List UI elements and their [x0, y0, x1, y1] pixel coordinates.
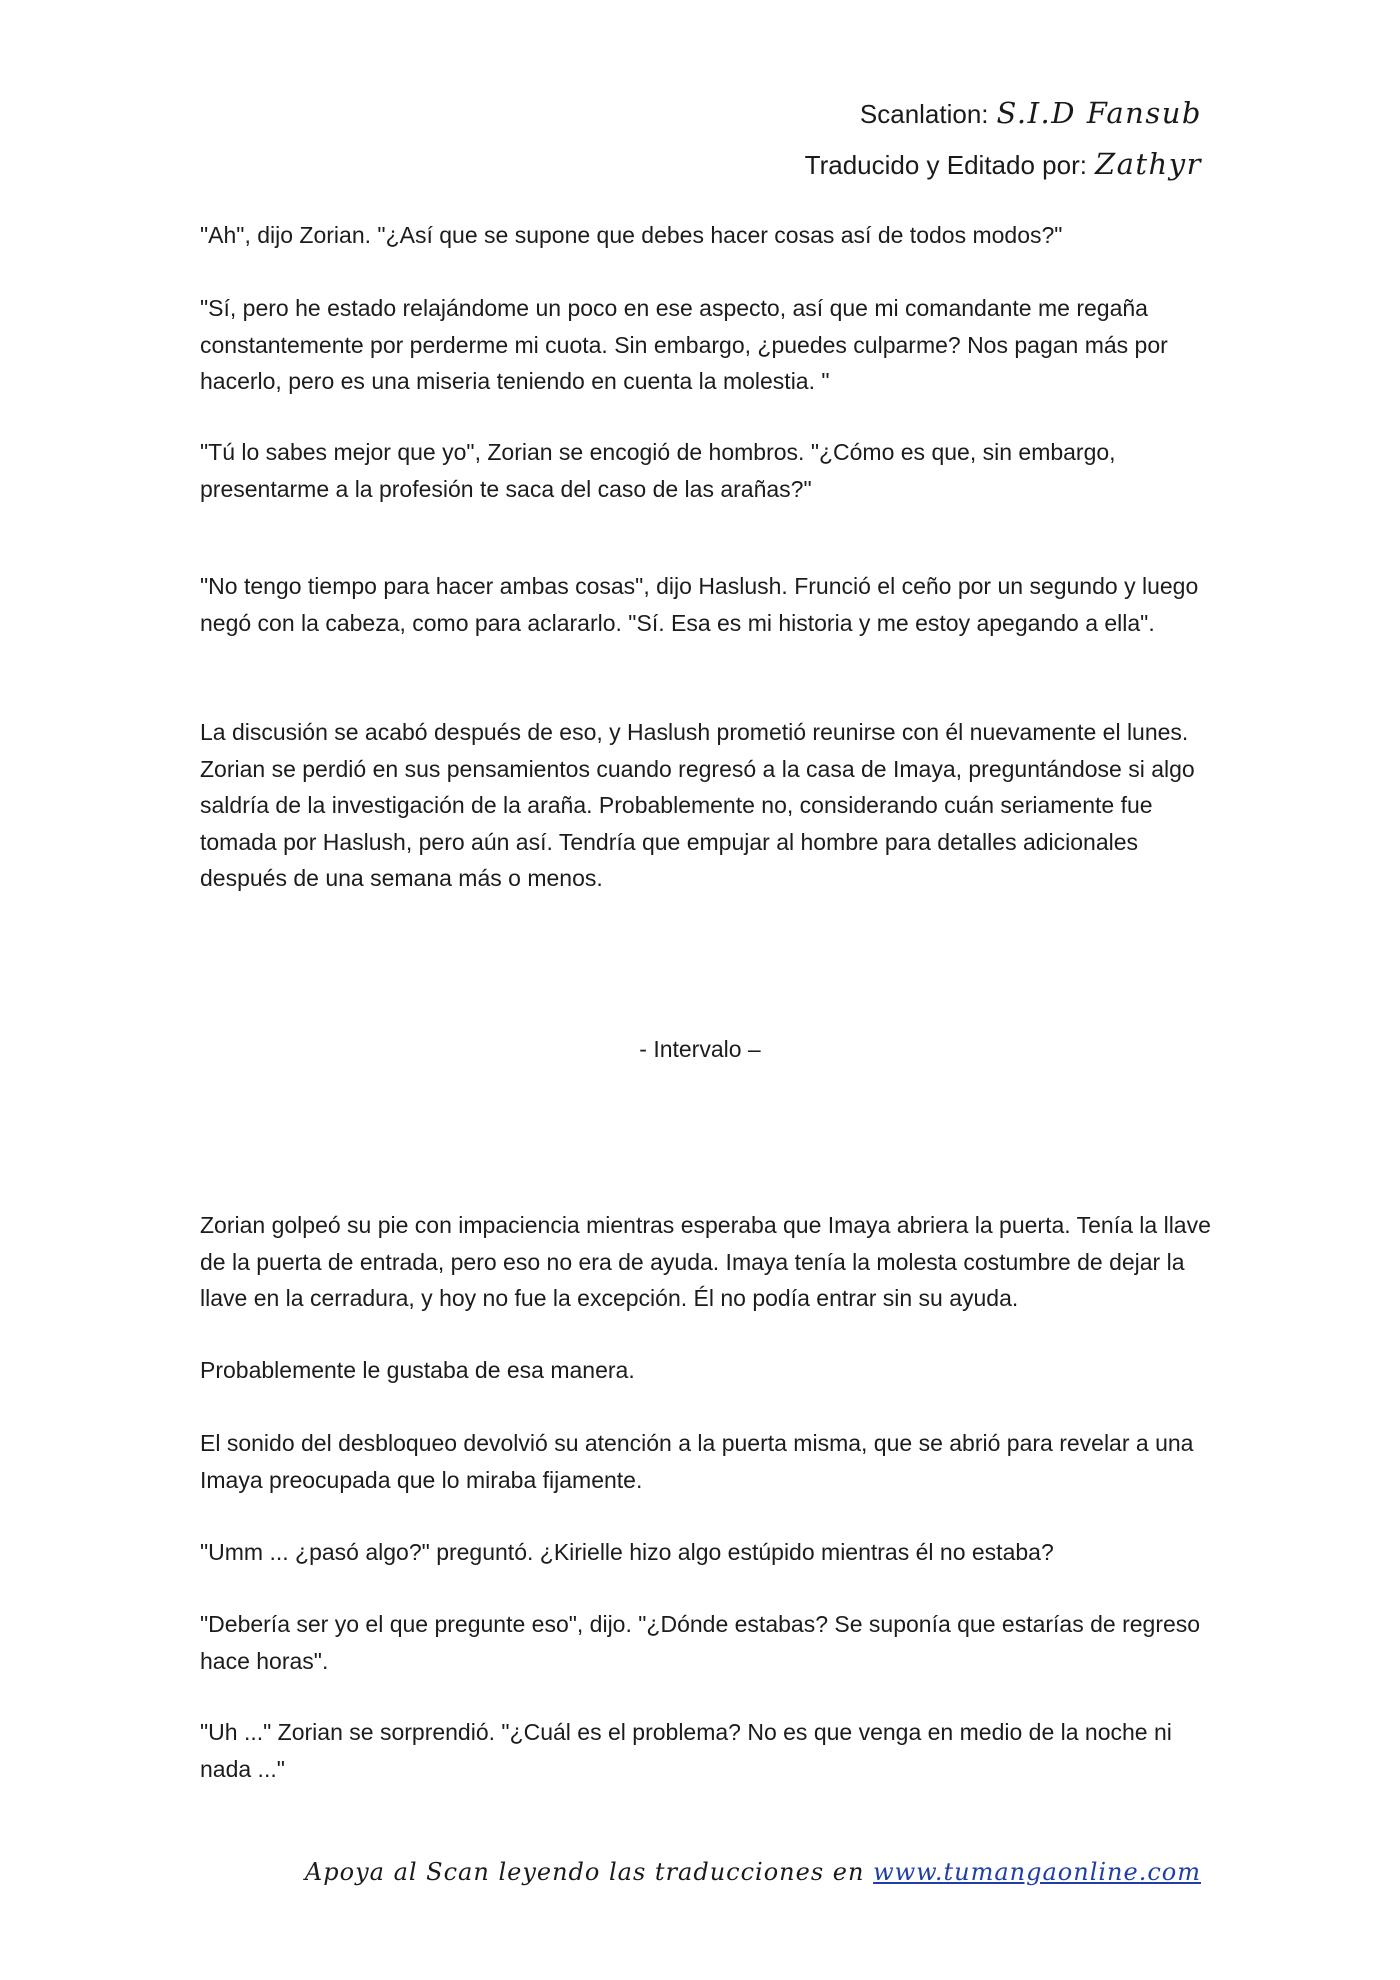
translator-label: Traducido y Editado por: — [804, 150, 1087, 180]
paragraph: "No tengo tiempo para hacer ambas cosas", dijo Haslush. Frunció el ceño por un segundo y luego negó con la cabeza, como para aclararlo. "Sí. Esa es mi historia y me estoy apegando a ella". — [200, 573, 1199, 636]
paragraph: "Ah", dijo Zorian. "¿Así que se supone que debes hacer cosas así de todos modos?" — [200, 222, 1063, 248]
paragraph: La discusión se acabó después de eso, y Haslush prometió reunirse con él nuevamente el lunes. Zorian se perdió en sus pensamientos cuando regresó a la casa de Imaya, preguntándose si algo saldría de la investigación de la araña. Probablemente no, considerando cuán seriamente fue tomada por Haslush, pero aún así. Tendría que empujar al hombre para detalles adicionales después de una semana más o menos. — [200, 719, 1195, 891]
credits-block — [805, 88, 1202, 190]
paragraph: "Debería ser yo el que pregunte eso", dijo. "¿Dónde estabas? Se suponía que estarías de regreso hace horas". — [200, 1611, 1201, 1674]
paragraph: "Tú lo sabes mejor que yo", Zorian se encogió de hombros. "¿Cómo es que, sin embargo, presentarme a la profesión te saca del caso de las arañas?" — [200, 439, 1116, 502]
paragraph: El sonido del desbloqueo devolvió su atención a la puerta misma, que se abrió para revelar a una Imaya preocupada que lo miraba fijamente. — [200, 1430, 1194, 1493]
paragraph: "Uh ..." Zorian se sorprendió. "¿Cuál es el problema? No es que venga en medio de la noche ni nada ..." — [200, 1719, 1172, 1782]
scanlation-value: S.I.D Fansub — [996, 96, 1202, 130]
paragraph: "Umm ... ¿pasó algo?" preguntó. ¿Kirielle hizo algo estúpido mientras él no estaba? — [200, 1539, 1054, 1565]
footer-text: Apoya al Scan leyendo las traducciones en — [304, 1858, 865, 1886]
footer-link[interactable]: www.tumangaonline.com — [873, 1858, 1201, 1886]
scanlation-credit — [805, 88, 1202, 139]
paragraph: "Sí, pero he estado relajándome un poco en ese aspecto, así que mi comandante me regaña constantemente por perderme mi cuota. Sin embargo, ¿puedes culparme? Nos pagan más por hacerlo, pero es una miseria teniendo en cuenta la molestia. " — [200, 295, 1168, 394]
footer-note — [305, 1858, 1201, 1886]
scanlation-label: Scanlation: — [859, 99, 989, 129]
section-break: - Intervalo – — [639, 1036, 761, 1062]
paragraph: Zorian golpeó su pie con impaciencia mientras esperaba que Imaya abriera la puerta. Tenía la llave de la puerta de entrada, pero eso no era de ayuda. Imaya tenía la molesta costumbre de dejar la llave en la cerradura, y hoy no fue la excepción. Él no podía entrar sin su ayuda. — [200, 1212, 1211, 1311]
paragraph: Probablemente le gustaba de esa manera. — [200, 1357, 635, 1383]
translator-credit — [805, 139, 1202, 190]
translator-value: Zathyr — [1094, 147, 1202, 181]
